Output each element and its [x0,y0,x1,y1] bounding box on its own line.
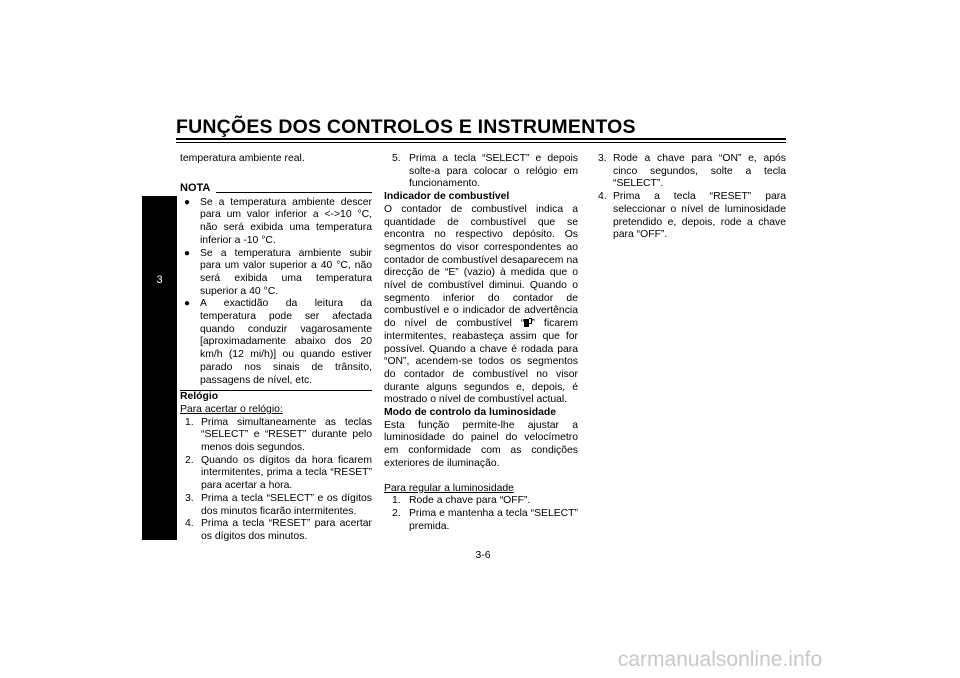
step-item: 2. Prima e mantenha a tecla “SELECT” premida. [392,507,578,532]
subheading-regular-luminosidade: Para regular a luminosidade [384,482,514,494]
column-1 [180,153,372,544]
note-header [180,181,372,195]
section-heading-luminosidade: Modo de controlo da luminosidade [384,407,557,419]
note-item: ● Se a temperatura ambiente descer para um valor inferior a <->10 °C, não será exibida uma temperatura inferior a -10 °C. [184,196,372,246]
column-2 [384,153,578,533]
brightness-text: Esta função permite-lhe ajustar a luminosidade do painel do velocímetro em conformidade com as condições exteriores de iluminação. [384,419,578,469]
chapter-tab [142,196,177,540]
clock-steps [180,417,372,544]
note-rule [216,192,372,193]
section-heading-combustivel: Indicador de combustível [384,191,510,203]
intro-text: temperatura ambiente real. [180,153,305,164]
note-label: NOTA [180,182,211,194]
page-title: FUNÇÕES DOS CONTROLOS E INSTRUMENTOS [176,116,636,138]
fuel-pump-icon [524,318,531,327]
subheading-acertar-relogio: Para acertar o relógio: [180,403,283,415]
spacer [384,471,578,483]
column-3 [598,153,786,242]
bullet-icon: ● [184,196,191,208]
step-item: 4. Prima a tecla “RESET” para seleccionar o nível de luminosidade pretendido e, depois, rode a chave para “OFF”. [598,191,786,241]
watermark: carmanualsonline.info [617,648,823,671]
step-item: 3. Rode a chave para “ON” e, após cinco segundos, solte a tecla “SELECT”. [598,153,786,190]
section-heading-relogio: Relógio [180,391,219,403]
page-number: 3-6 [475,550,491,561]
brightness-steps-continued [598,153,786,242]
header-rule [176,138,786,140]
step-item: 5. Prima a tecla “SELECT” e depois solte-a para colocar o relógio em funcionamento. [392,153,578,190]
step-item: 1. Prima simultaneamente as teclas “SELECT” e “RESET” durante pelo menos dois segundos. [185,416,372,454]
note-item: ● Se a temperatura ambiente subir para um valor superior a 40 °C, não será exibida uma temperatura superior a 40 °C. [184,247,372,297]
step-item: 3. Prima a tecla “SELECT” e os dígitos dos minutos ficarão intermitentes. [185,492,372,517]
note-list [180,197,372,388]
fuel-gauge-text: O contador de combustível indica a quantidade de combustível que se encontra no respectivo depósito. Os segmentos do visor correspondentes ao contador de combustível desaparecem na direcção de “E” (vazio) à medida que o nível de combustível diminui. Quando o segmento inferior do contador de combustível e o indicador de advertência do nível de combustível “ ” ficarem intermitentes, reabasteça assim que for possível. Quando a chave é rodada para “ON”, acendem-se todos os segmentos do contador de combustível no visor durante alguns segundos e, depois, é mostrado o nível de combustível actual. [384,203,578,406]
step-item: 1. Rode a chave para “OFF”. [392,495,531,507]
header-rule-thin [176,142,786,143]
step-item: 2. Quando os dígitos da hora ficarem intermitentes, prima a tecla “RESET” para acertar a hora. [185,454,372,492]
clock-steps-continued [384,153,578,191]
bullet-icon: ● [184,298,191,310]
bullet-icon: ● [184,247,191,259]
chapter-number: 3 [156,274,163,286]
note-item: ● A exactidão da leitura da temperatura pode ser afectada quando conduzir vagarosamente [aproximadamente abaixo dos 20 km/h (12 mi/h)] ou quando estiver parado nos sinais de trânsito, passagens de nível, etc. [184,298,372,386]
step-item: 4. Prima a tecla “RESET” para acertar os dígitos dos minutos. [185,518,372,542]
brightness-steps [384,495,578,533]
